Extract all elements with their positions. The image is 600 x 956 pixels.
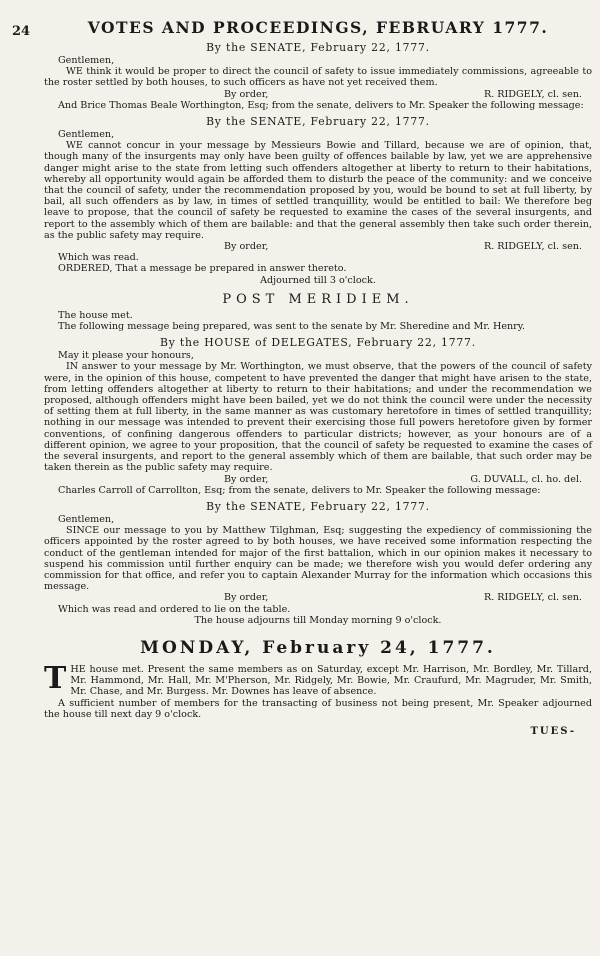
delegates-message-body: IN answer to your message by Mr. Worthington, we must observe, that the powers of the council of safety were, in the opinion of this house, competent to have prevented the danger that might have arisen to the state, from letting offenders altogether at liberty to return to their habitations; and under the recommendation we proposed, although offenders might have been bailed, yet we do not think the council were under the necessity of setting them at full liberty, in the same manner as was customary heretofore in times of settled tranquillity; nothing in our message was intended to prevent their exercising those full powers heretofore given by former conventions, of confining dangerous offenders to particular districts; however, as your honours are of a different opinion, we agree to your proposition, that the council of safety be requested to examine the cases of the several insurgents, and report to the general assembly which of them are bailable, that such order may be taken therein as the public safety may require. [44, 361, 592, 474]
by-order: By order, [224, 473, 269, 485]
running-head: VOTES AND PROCEEDINGS, FEBRUARY 1777. [87, 18, 549, 37]
signature: G. DUVALL, cl. ho. del. [470, 473, 582, 485]
senate-message-2-salutation: Gentlemen, [58, 129, 115, 141]
page-number: 24 [12, 24, 31, 39]
signature: R. RIDGELY, cl. sen. [483, 241, 582, 253]
senate-message-1-body: WE think it would be proper to direct the council of safety to issue immediately commissions, agreeable to the roster settled by both houses, to such officers as have not yet received them. [44, 66, 592, 89]
delegates-message-signoff [44, 474, 592, 485]
monday-paragraph-1-text: HE house met. Present the same members as on Saturday, except Mr. Harrison, Mr. Bordley, Mr. Tillard, Mr. Hammond, Mr. Hall, Mr. M'Pherson, Mr. Ridgely, Mr. Bowie, Mr. Craufurd, Mr. Magruder, Mr. Smith, Mr. Chase, and Mr. Burgess. Mr. Downes has leave of absence. [70, 663, 592, 698]
monday-paragraph-2: A sufficient number of members for the transacting of business not being present, Mr. Speaker adjourned the house till next day 9 o'clock. [44, 697, 592, 720]
catchword: TUES- [530, 725, 576, 737]
senate-message-3-body: SINCE our message to you by Matthew Tilghman, Esq; suggesting the expediency of commissioning the officers appointed by the roster agreed to by both houses, we have received some information respecting the conduct of the gentleman intended for major of the first battalion, which in our opinion makes it necessary to suspend his commission until further enquiry can be made; we therefore wish you would defer ordering any commission for that office, and refer you to captain Alexander Murray for the information which occasions this message. [44, 525, 592, 593]
senate-message-2-heading: By the SENATE, February 22, 1777. [206, 115, 430, 129]
delivery-note-1: And Brice Thomas Beale Worthington, Esq; from the senate, delivers to Mr. Speaker the following message: [58, 99, 584, 111]
delivery-note-2: Charles Carroll of Carrollton, Esq; from the senate, delivers to Mr. Speaker the following message: [58, 484, 541, 496]
senate-message-2-signoff [44, 241, 592, 252]
ordered-line [44, 263, 592, 274]
by-order: By order, [224, 241, 269, 253]
house-met-note: The house met. [58, 309, 133, 321]
post-meridiem-heading: POST MERIDIEM. [222, 291, 414, 307]
senate-message-1-salutation: Gentlemen, [58, 55, 115, 66]
by-order: By order, [224, 592, 269, 604]
ordered-label: ORDERED, [58, 263, 113, 275]
monday-heading: MONDAY, February 24, 1777. [140, 637, 496, 658]
signature: R. RIDGELY, cl. sen. [483, 592, 582, 604]
ordered-text: That a message be prepared in answer thereto. [115, 263, 347, 275]
senate-message-1-signoff [44, 89, 592, 100]
delegates-message-heading: By the HOUSE of DELEGATES, February 22, 1777. [160, 336, 476, 350]
house-adjourns-note: The house adjourns till Monday morning 9 o'clock. [194, 614, 442, 626]
drop-cap: T [44, 660, 67, 696]
senate-message-3-salutation: Gentlemen, [58, 513, 115, 525]
read-note: Which was read. [58, 252, 139, 264]
adjourned-note: Adjourned till 3 o'clock. [260, 274, 376, 286]
senate-message-2-body: WE cannot concur in your message by Messieurs Bowie and Tillard, because we are of opinion, that, though many of the insurgents may only have been guilty of offences bailable by law, yet we are apprehensive danger might arise to the state from letting such offenders altogether at liberty to return to their habitations, whereby all opportunity would again be afforded them to disturb the peace of the community: and we conceive that the council of safety, under the recommendation proposed by you, would be bound to set at full liberty, by bail, all such offenders as by law, in times of settled tranquillity, would be entitled to bail: We therefore beg leave to propose, that the council of safety be requested to examine the cases of the several insurgents, and report to the assembly which of them are bailable: and that the general assembly then take such order therein, as the public safety may require. [44, 140, 592, 241]
senate-message-1-heading: By the SENATE, February 22, 1777. [206, 41, 430, 54]
senate-message-3-signoff [44, 592, 592, 603]
by-order: By order, [224, 88, 269, 100]
following-message-note: The following message being prepared, was sent to the senate by Mr. Sheredine and Mr. Henry. [58, 321, 525, 333]
read-lie-note: Which was read and ordered to lie on the table. [58, 603, 291, 615]
delegates-message-salutation: May it please your honours, [58, 350, 194, 362]
senate-message-3-heading: By the SENATE, February 22, 1777. [206, 499, 430, 513]
monday-paragraph-1 [44, 660, 592, 698]
signature: R. RIDGELY, cl. sen. [483, 88, 582, 100]
